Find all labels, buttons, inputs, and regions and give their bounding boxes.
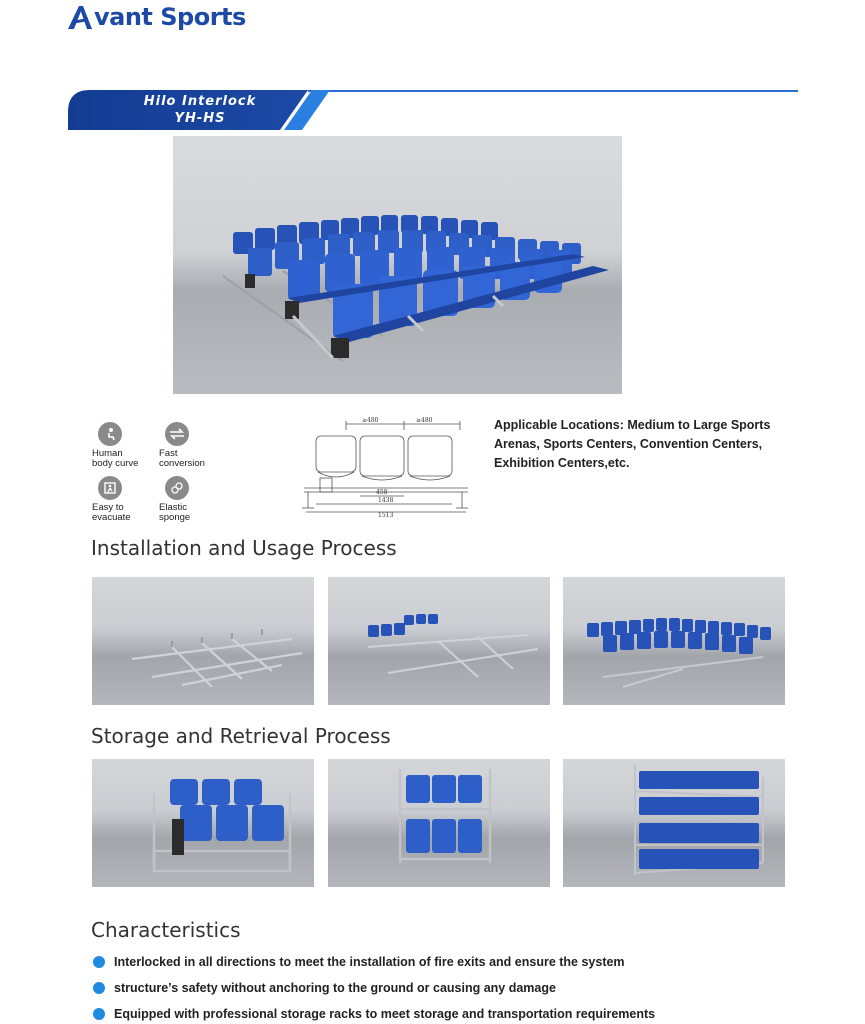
feature-label-line: Elastic: [159, 502, 187, 513]
arrows-icon: [165, 422, 189, 446]
feature-fast-conversion: [159, 422, 229, 469]
dim-label: 1513: [378, 512, 394, 518]
storage-step-1-photo: [92, 759, 314, 887]
person-seat-icon: [98, 422, 122, 446]
banner-rule: [308, 90, 798, 92]
install-step-3-photo: [563, 577, 785, 705]
feature-human-body-curve: [92, 422, 162, 469]
banner-line-1: Hilo Interlock: [143, 94, 257, 109]
dimension-drawing: [300, 416, 472, 518]
brand-logo: [66, 2, 246, 32]
section-title-installation: Installation and Usage Process: [91, 536, 397, 560]
install-step-2-photo: [328, 577, 550, 705]
exit-icon: [98, 476, 122, 500]
banner-title: [110, 93, 290, 127]
section-title-storage: Storage and Retrieval Process: [91, 724, 391, 748]
rack-stack-illustration: [563, 759, 785, 887]
feature-easy-to-evacuate: [92, 476, 162, 523]
feature-label-line: body curve: [92, 458, 139, 469]
characteristic-text: Interlocked in all directions to meet the installation of fire exits and ensure the system: [114, 955, 625, 969]
feature-elastic-sponge: [159, 476, 229, 523]
install-step-1-photo: [92, 577, 314, 705]
dim-label: 1438: [378, 497, 394, 504]
bullet-dot-icon: [93, 982, 105, 994]
seating-render-illustration: [173, 136, 622, 394]
full-seats-illustration: [563, 577, 785, 705]
rack-single-illustration: [92, 759, 314, 887]
feature-label-line: evacuate: [92, 512, 131, 523]
frames-illustration: [92, 577, 314, 705]
storage-step-3-photo: [563, 759, 785, 887]
list-item: [93, 955, 625, 969]
feature-label-line: conversion: [159, 458, 205, 469]
hero-product-photo: [173, 136, 622, 394]
dim-label: 458: [376, 489, 388, 496]
section-title-characteristics: Characteristics: [91, 918, 241, 942]
feature-label-line: Easy to: [92, 502, 124, 513]
dim-label: ≥480: [416, 417, 433, 424]
bullet-dot-icon: [93, 1008, 105, 1020]
rack-double-illustration: [328, 759, 550, 887]
banner-line-2: YH-HS: [174, 111, 226, 126]
brand-a-mark-icon: [66, 4, 94, 30]
characteristic-text: structure’s safety without anchoring to the ground or causing any damage: [114, 981, 556, 995]
sponge-icon: [165, 476, 189, 500]
list-item: [93, 981, 556, 995]
feature-label-line: sponge: [159, 512, 191, 523]
feature-label-line: Fast: [159, 448, 178, 459]
bullet-dot-icon: [93, 956, 105, 968]
brand-name: vant Sports: [94, 3, 246, 31]
applicable-locations: Applicable Locations: Medium to Large Sports Arenas, Sports Centers, Convention Centers, Exhibition Centers,etc.: [494, 418, 771, 470]
product-banner: [68, 90, 798, 130]
storage-step-2-photo: [328, 759, 550, 887]
list-item: [93, 1007, 655, 1021]
feature-label-line: Human: [92, 448, 123, 459]
characteristic-text: Equipped with professional storage racks to meet storage and transportation requirements: [114, 1007, 656, 1021]
dim-label: ≥480: [362, 417, 379, 424]
partial-seats-illustration: [328, 577, 550, 705]
